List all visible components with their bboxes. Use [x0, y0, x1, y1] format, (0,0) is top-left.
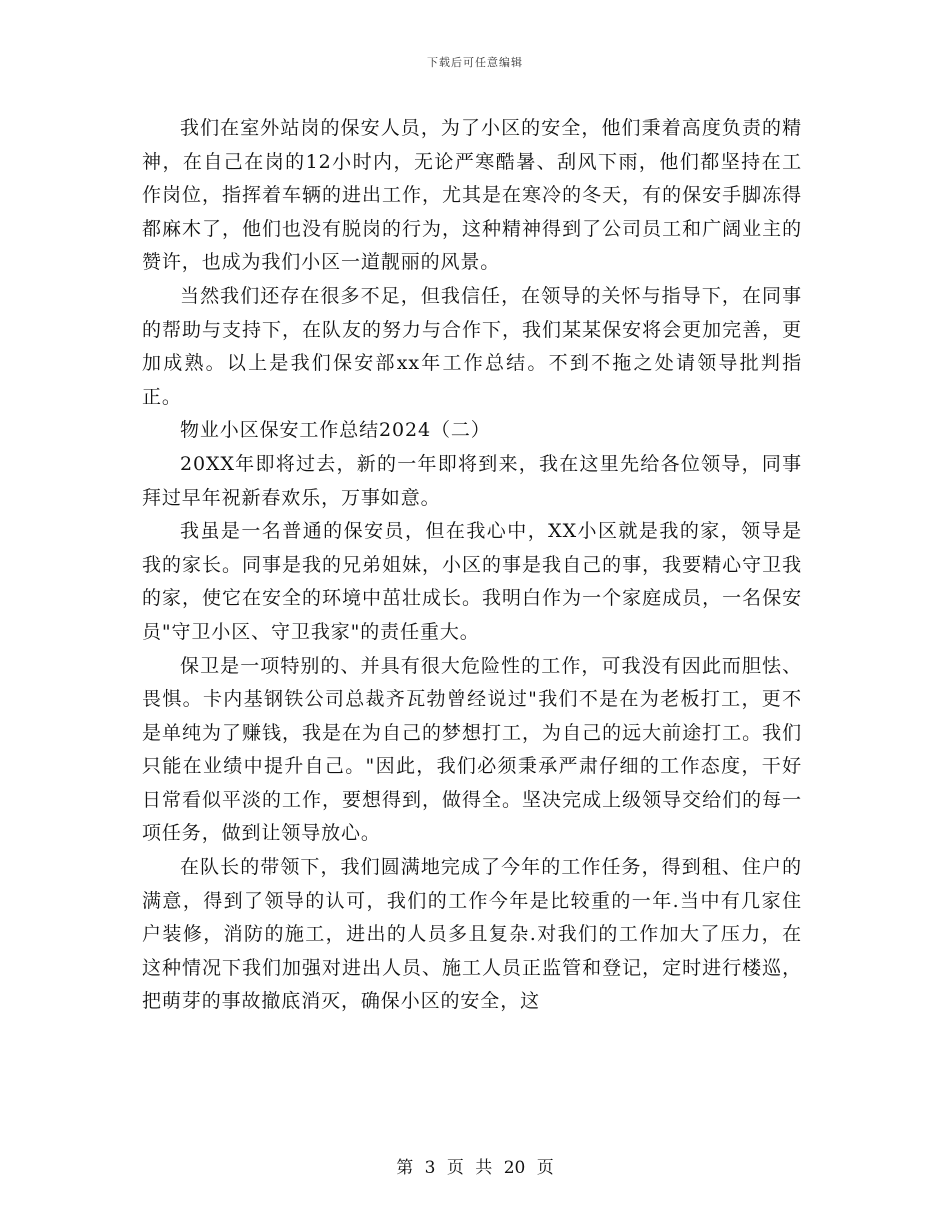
paragraph-3: 20XX年即将过去，新的一年即将到来，我在这里先给各位领导，同事拜过早年祝新春欢乐，万事如意。 — [142, 452, 802, 509]
page-header: 下载后可任意编辑 — [427, 56, 523, 69]
paragraph-5: 保卫是一项特别的、并具有很大危险性的工作，可我没有因此而胆怯、畏惧。卡内基钢铁公司总裁齐瓦勃曾经说过"我们不是在为老板打工，更不是单纯为了赚钱，我是在为自己的梦想打工，为自己的远大前途打工。我们只能在业绩中提升自己。"因此，我们必须秉承严肃仔细的工作态度，干好日常看似平淡的工作，要想得到，做得全。坚决完成上级领导交给们的每一项任务，做到让领导放心。 — [142, 654, 802, 845]
paragraph-1: 我们在室外站岗的保安人员，为了小区的安全，他们秉着高度负责的精神，在自己在岗的12小时内，无论严寒酷暑、刮风下雨，他们都坚持在工作岗位，指挥着车辆的进出工作，尤其是在寒冷的冬天，有的保安手脚冻得都麻木了，他们也没有脱岗的行为，这种精神得到了公司员工和广阔业主的赞许，也成为我们小区一道靓丽的风景。 — [142, 117, 802, 274]
paragraph-2: 当然我们还存在很多不足，但我信任，在领导的关怀与指导下，在同事的帮助与支持下，在队友的努力与合作下，我们某某保安将会更加完善，更加成熟。以上是我们保安部xx年工作总结。不到不拖之处请领导批判指正。 — [142, 284, 802, 408]
page-footer: 第 3 页 共 20 页 — [396, 1158, 554, 1178]
document-body — [142, 112, 802, 1019]
paragraph-4: 我虽是一名普通的保安员，但在我心中，XX小区就是我的家，领导是我的家长。同事是我的兄弟姐妹，小区的事是我自己的事，我要精心守卫我的家，使它在安全的环境中茁壮成长。我明白作为一个家庭成员，一名保安员"守卫小区、守卫我家"的责任重大。 — [142, 520, 802, 643]
section-heading: 物业小区保安工作总结2024（二） — [180, 419, 491, 442]
paragraph-6: 在队长的带领下，我们圆满地完成了今年的工作任务，得到租、住户的满意，得到了领导的认可，我们的工作今年是比较重的一年.当中有几家住户装修，消防的施工，进出的人员多且复杂.对我们的工作加大了压力，在这种情况下我们加强对进出人员、施工人员正监管和登记，定时进行楼巡，把萌芽的事故撤底消灭，确保小区的安全，这 — [142, 856, 802, 1013]
